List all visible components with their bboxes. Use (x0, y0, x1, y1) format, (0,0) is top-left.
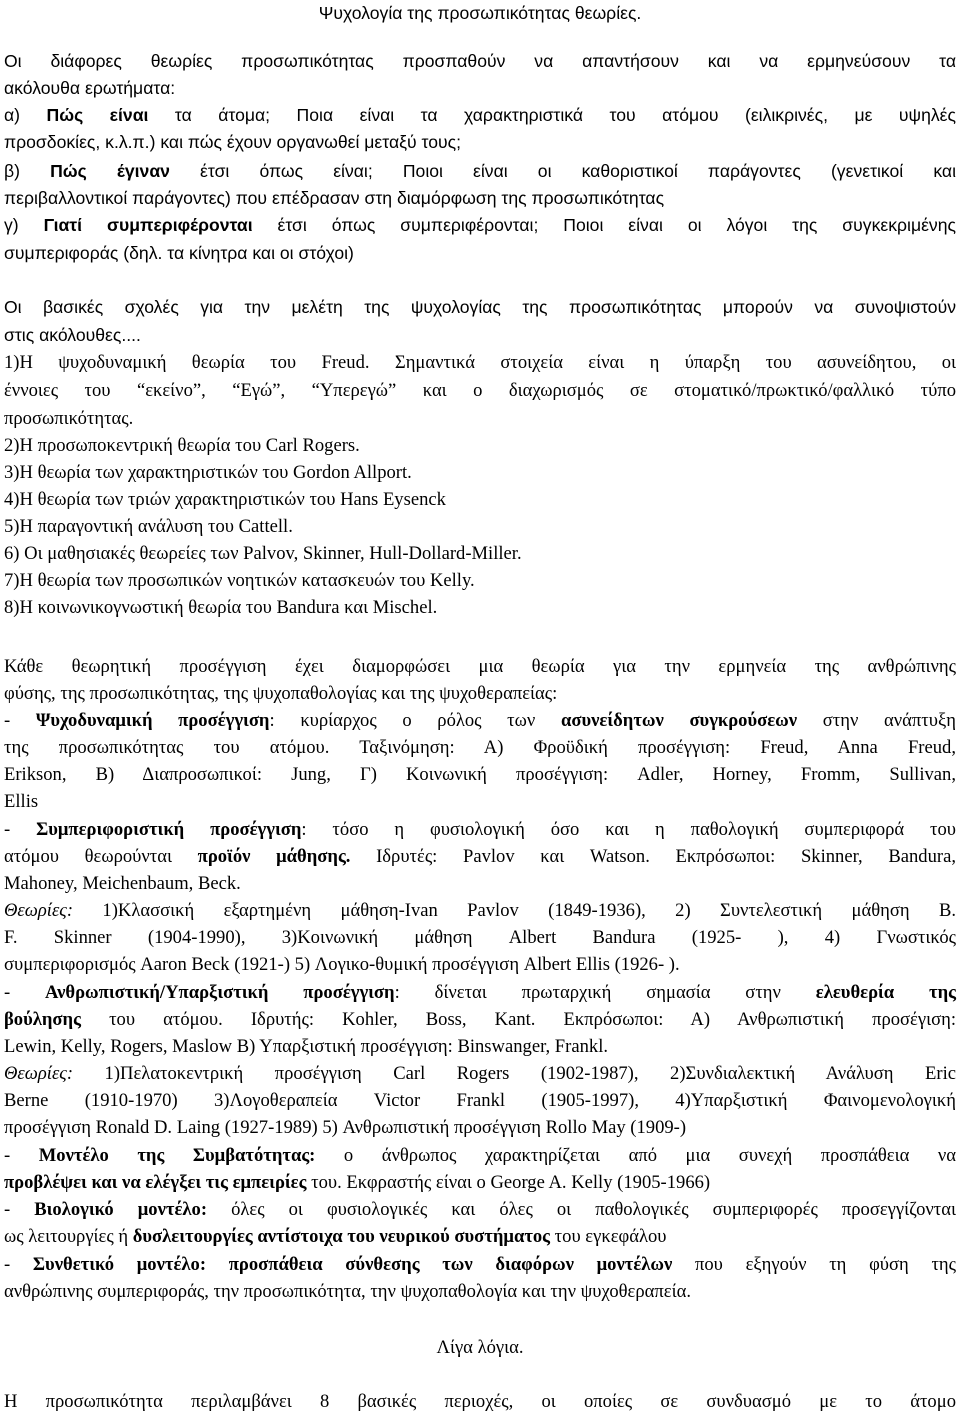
psychodynamic-line-4: Ellis (4, 791, 39, 812)
question-a-bold: Πώς είναι (46, 105, 149, 125)
behaviorist-line-1: - Συμπεριφοριστική προσέγγιση: τόσο η φυσιολογική όσο και η παθολογική συμπεριφορά του (4, 819, 956, 840)
biological-line-2: ως λειτουργίες ή δυσλειτουργίες αντίστοιχα του νευρικού συστήματος του εγκεφάλου (4, 1226, 667, 1247)
humanistic-theories-2: Berne (1910-1970) 3)Λογοθεραπεία Victor Frankl (1905-1997), 4)Υπαρξιστική Φαινομενολογική (4, 1090, 956, 1111)
school-2: 2)Η προσωποκεντρική θεωρία του Carl Rogers. (4, 435, 360, 456)
school-5: 5)Η παραγοντική ανάλυση του Cattell. (4, 516, 293, 537)
biological-line-1: - Βιολογικό μοντέλο: όλες οι φυσιολογικές και όλες οι παθολογικές συμπεριφορές προσεγγίζονται (4, 1199, 957, 1220)
behaviorist-line-2: ατόμου θεωρούνται προϊόν μάθησης. Ιδρυτές: Pavlov και Watson. Εκπρόσωποι: Skinner, Bandura, (4, 846, 956, 867)
question-b-bold: Πώς έγιναν (50, 161, 170, 181)
school-1-cont-2: προσωπικότητας. (4, 408, 134, 429)
psychodynamic-line-1: - Ψυχοδυναμική προσέγγιση: κυρίαρχος ο ρόλος των ασυνείδητων συγκρούσεων στην ανάπτυξη (4, 710, 956, 731)
synthetic-line-1: - Συνθετικό μοντέλο: προσπάθεια σύνθεσης των διαφόρων μοντέλων που εξηγούν τη φύση της (4, 1254, 957, 1275)
schools-intro-line-2: στις ακόλουθες.... (4, 325, 141, 345)
question-c: γ) Γιατί συμπεριφέρονται έτσι όπως συμπεριφέρονται; Ποιοι είναι οι λόγοι της συγκεκριμένης (4, 215, 956, 235)
school-1: 1)Η ψυχοδυναμική θεωρία του Freud. Σημαντικά στοιχεία είναι η ύπαρξη του ασυνείδητου, οι (4, 352, 957, 373)
behaviorist-theories-2: F. Skinner (1904-1990), 3)Κοινωνική μάθηση Albert Bandura (1925- ), 4) Γνωστικός (4, 927, 956, 948)
humanistic-line-3: Lewin, Kelly, Rogers, Maslow Β) Υπαρξιστική προσέγγιση: Binswanger, Frankl. (4, 1036, 609, 1057)
intro-line-2: ακόλουθα ερωτήματα: (4, 78, 176, 98)
consistency-line-2: προβλέψει και να ελέγξει τις εμπειρίες του. Εκφραστής είναι ο George A. Kelly (1905-1966) (4, 1172, 711, 1193)
question-b: β) Πώς έγιναν έτσι όπως είναι; Ποιοι είναι οι καθοριστικοί παράγοντες (γενετικοί και (4, 161, 956, 181)
synthetic-line-2: ανθρώπινης συμπεριφοράς, την προσωπικότητα, την ψυχοπαθολογία και την ψυχοθεραπεία. (4, 1281, 691, 1302)
intro-line-1: Οι διάφορες θεωρίες προσωπικότητας προσπαθούν να απαντήσουν και να ερμηνεύσουν τα (4, 51, 956, 71)
school-4: 4)Η θεωρία των τριών χαρακτηριστικών του Hans Eysenck (4, 489, 446, 510)
school-7: 7)Η θεωρία των προσωπικών νοητικών κατασκευών του Kelly. (4, 570, 475, 591)
school-6: 6) Οι μαθησιακές θεωρείες των Palvov, Skinner, Hull-Dollard-Miller. (4, 543, 522, 564)
humanistic-theories-1: Θεωρίες: 1)Πελατοκεντρική προσέγγιση Carl Rogers (1902-1987), 2)Συνδιαλεκτική Ανάλυση Eric (4, 1063, 956, 1084)
school-3: 3)Η θεωρία των χαρακτηριστικών του Gordon Allport. (4, 462, 412, 483)
psychodynamic-line-3: Erikson, Β) Διαπροσωπικοί: Jung, Γ) Κοινωνική προσέγγιση: Adler, Horney, Fromm, Sullivan, (4, 764, 956, 785)
school-1-cont: έννοιες του “εκείνο”, “Εγώ”, “Υπερεγώ” και ο διαχωρισμός σε στοματικό/πρωκτικό/φαλλικό τύπο (4, 380, 956, 401)
behaviorist-line-3: Mahoney, Meichenbaum, Beck. (4, 873, 241, 894)
consistency-line-1: - Μοντέλο της Συμβατότητας: ο άνθρωπος χαρακτηρίζεται από μια συνεχή προσπάθεια να (4, 1145, 956, 1166)
page-title: Ψυχολογία της προσωπικότητας θεωρίες. (318, 3, 642, 23)
psychodynamic-line-2: της προσωπικότητας του ατόμου. Ταξινόμηση: Α) Φροϋδική προσέγγιση: Freud, Anna Freud, (4, 737, 956, 758)
behaviorist-theories-3: συμπεριφορισμός Aaron Beck (1921-) 5) Λογικο-θυμική προσέγγιση Albert Ellis (1926- ). (4, 954, 680, 975)
question-c-cont: συμπεριφοράς (δηλ. τα κίνητρα και οι στόχοι) (4, 243, 354, 263)
approaches-intro-1: Κάθε θεωρητική προσέγγιση έχει διαμορφώσει μια θεωρία για την ερμηνεία της ανθρώπινης (4, 656, 956, 677)
schools-intro-line-1: Οι βασικές σχολές για την μελέτη της ψυχολογίας της προσωπικότητας μπορούν να συνοψιστούν (4, 297, 956, 317)
humanistic-line-1: - Ανθρωπιστική/Υπαρξιστική προσέγγιση: δίνεται πρωταρχική σημασία στην ελευθερία της (4, 982, 956, 1003)
question-c-bold: Γιατί συμπεριφέρονται (43, 215, 253, 235)
behaviorist-theories-1: Θεωρίες: 1)Κλασσική εξαρτημένη μάθηση-Ivan Pavlov (1849-1936), 2) Συντελεστική μάθηση Β. (4, 900, 956, 921)
approaches-intro-2: φύσης, της προσωπικότητας, της ψυχοπαθολογίας και της ψυχοθεραπείας: (4, 683, 558, 704)
question-a: α) Πώς είναι τα άτομα; Ποια είναι τα χαρακτηριστικά του ατόμου (ειλικρινές, με υψηλές (4, 105, 956, 125)
humanistic-theories-3: προσέγγιση Ronald D. Laing (1927-1989) 5) Ανθρωπιστική προσέγγιση Rollo May (1909-) (4, 1117, 687, 1138)
few-words-heading: Λίγα λόγια. (436, 1337, 524, 1358)
question-a-cont: προσδοκίες, κ.λ.π.) και πώς έχουν οργανωθεί μεταξύ τους; (4, 132, 461, 152)
closing-line: Η προσωπικότητα περιλαμβάνει 8 βασικές περιοχές, οι οποίες σε συνδυασμό με το άτομο (4, 1391, 956, 1412)
school-8: 8)Η κοινωνικογνωστική θεωρία του Bandura και Mischel. (4, 597, 438, 618)
humanistic-line-2: βούλησης του ατόμου. Ιδρυτής: Kohler, Boss, Kant. Εκπρόσωποι: Α) Ανθρωπιστική προσέγιση: (4, 1009, 956, 1030)
question-b-cont: περιβαλλοντικοί παράγοντες) που επέδρασαν στη διαμόρφωση της προσωπικότητας (4, 188, 665, 208)
